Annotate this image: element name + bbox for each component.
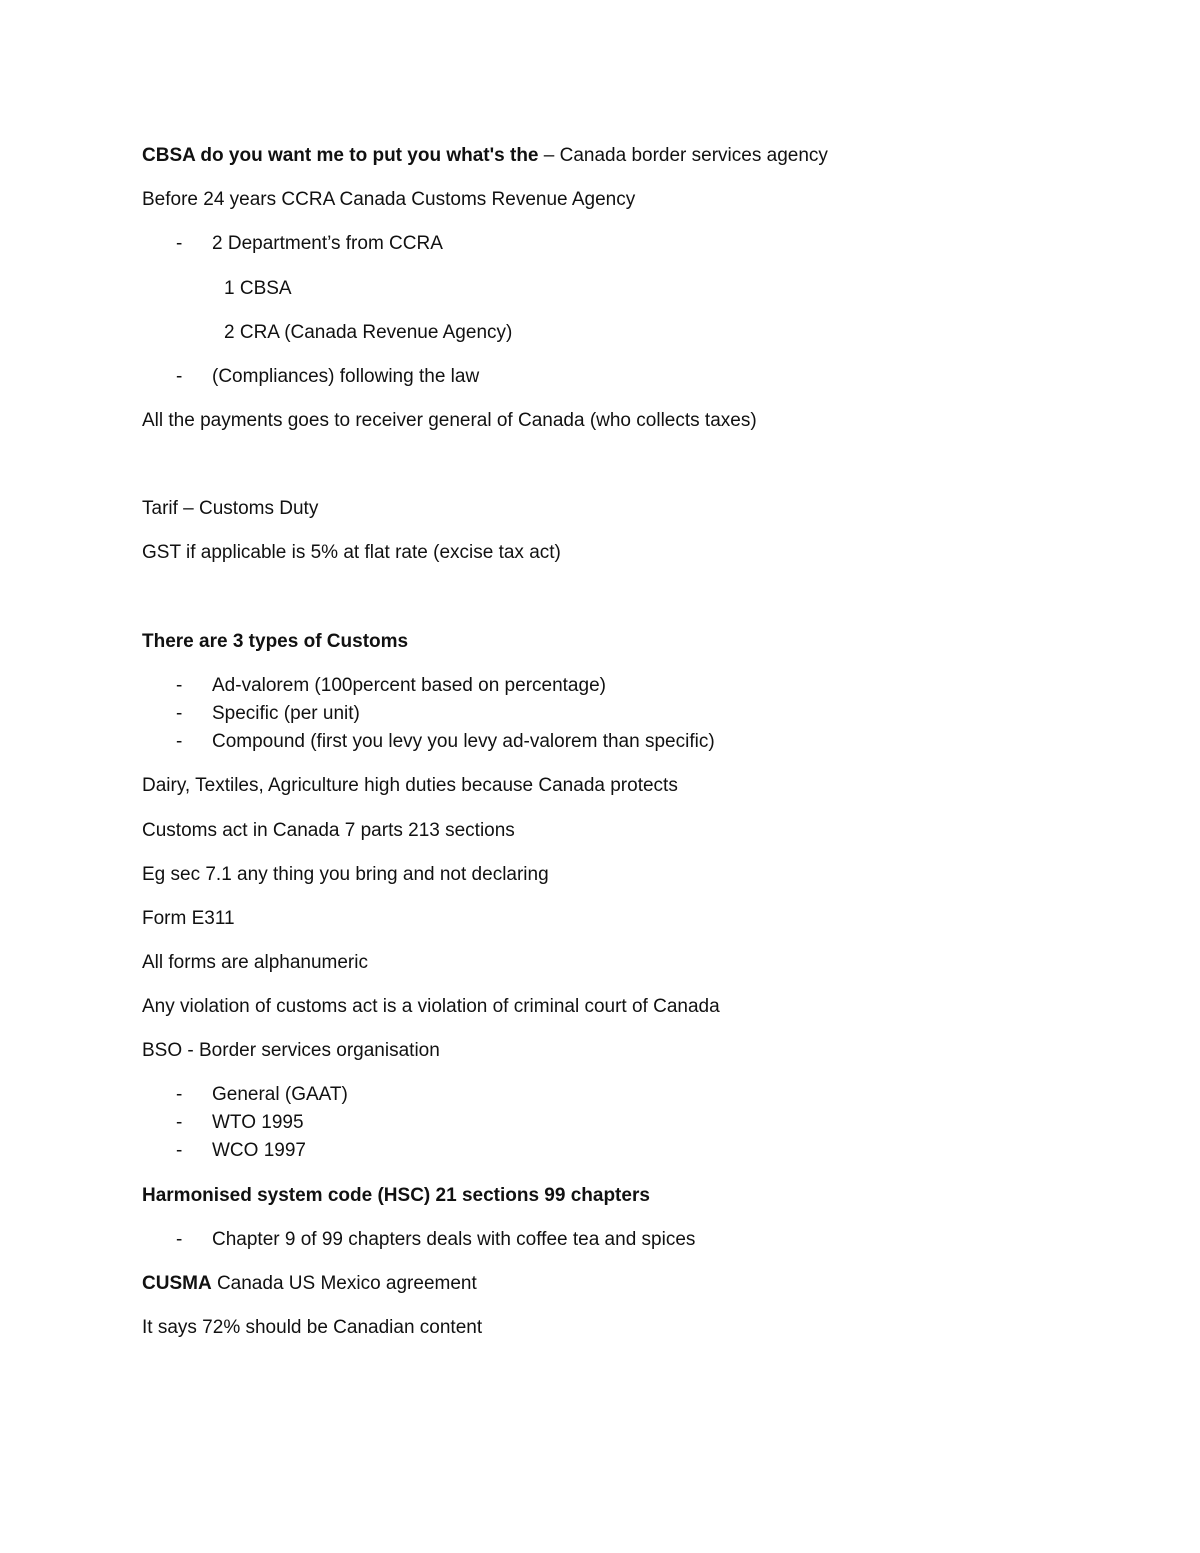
- bullet-compliances: (Compliances) following the law: [212, 366, 480, 387]
- cbsa-line-bold: CBSA do you want me to put you what's the: [142, 145, 539, 166]
- payments-line: All the payments goes to receiver general of Canada (who collects taxes): [142, 410, 757, 431]
- bso-item-wco: WCO 1997: [212, 1140, 306, 1161]
- dairy-line: Dairy, Textiles, Agriculture high duties because Canada protects: [142, 775, 678, 796]
- cbsa-line-rest: – Canada border services agency: [538, 145, 828, 166]
- eg-sec-line: Eg sec 7.1 any thing you bring and not declaring: [142, 864, 549, 885]
- bso-line: BSO - Border services organisation: [142, 1040, 440, 1061]
- type-compound: Compound (first you levy you levy ad-valorem than specific): [212, 731, 715, 752]
- hsc-item-chapter-9: Chapter 9 of 99 chapters deals with coffee tea and spices: [212, 1229, 696, 1250]
- bullet-dash: -: [176, 675, 183, 696]
- cusma-bold: CUSMA: [142, 1273, 212, 1294]
- customs-act-line: Customs act in Canada 7 parts 213 sections: [142, 820, 515, 841]
- bullet-dash: -: [176, 366, 183, 387]
- bullet-dash: -: [176, 731, 183, 752]
- cusma-line: [142, 1273, 477, 1295]
- bullet-dash: -: [176, 1140, 183, 1161]
- bullet-dash: -: [176, 1229, 183, 1250]
- cusma-rest: Canada US Mexico agreement: [211, 1273, 477, 1294]
- bso-item-gaat: General (GAAT): [212, 1084, 348, 1105]
- form-line: Form E311: [142, 908, 235, 929]
- sub-item-cra: 2 CRA (Canada Revenue Agency): [224, 322, 513, 343]
- gst-line: GST if applicable is 5% at flat rate (excise tax act): [142, 542, 561, 563]
- ccra-line: Before 24 years CCRA Canada Customs Revenue Agency: [142, 189, 636, 210]
- cbsa-line: [142, 145, 828, 167]
- type-specific: Specific (per unit): [212, 703, 360, 724]
- types-heading: There are 3 types of Customs: [142, 631, 409, 652]
- alphanumeric-line: All forms are alphanumeric: [142, 952, 368, 973]
- tarif-line: Tarif – Customs Duty: [142, 498, 319, 519]
- hsc-heading: Harmonised system code (HSC) 21 sections 99 chapters: [142, 1185, 650, 1206]
- sub-item-cbsa: 1 CBSA: [224, 278, 292, 299]
- bso-item-wto: WTO 1995: [212, 1112, 304, 1133]
- violation-line: Any violation of customs act is a violation of criminal court of Canada: [142, 996, 720, 1017]
- bullet-departments: 2 Department’s from CCRA: [212, 233, 443, 254]
- bullet-dash: -: [176, 1084, 183, 1105]
- content-line: It says 72% should be Canadian content: [142, 1317, 483, 1338]
- bullet-dash: -: [176, 233, 183, 254]
- bullet-dash: -: [176, 1112, 183, 1133]
- type-ad-valorem: Ad-valorem (100percent based on percentage): [212, 675, 606, 696]
- bullet-dash: -: [176, 703, 183, 724]
